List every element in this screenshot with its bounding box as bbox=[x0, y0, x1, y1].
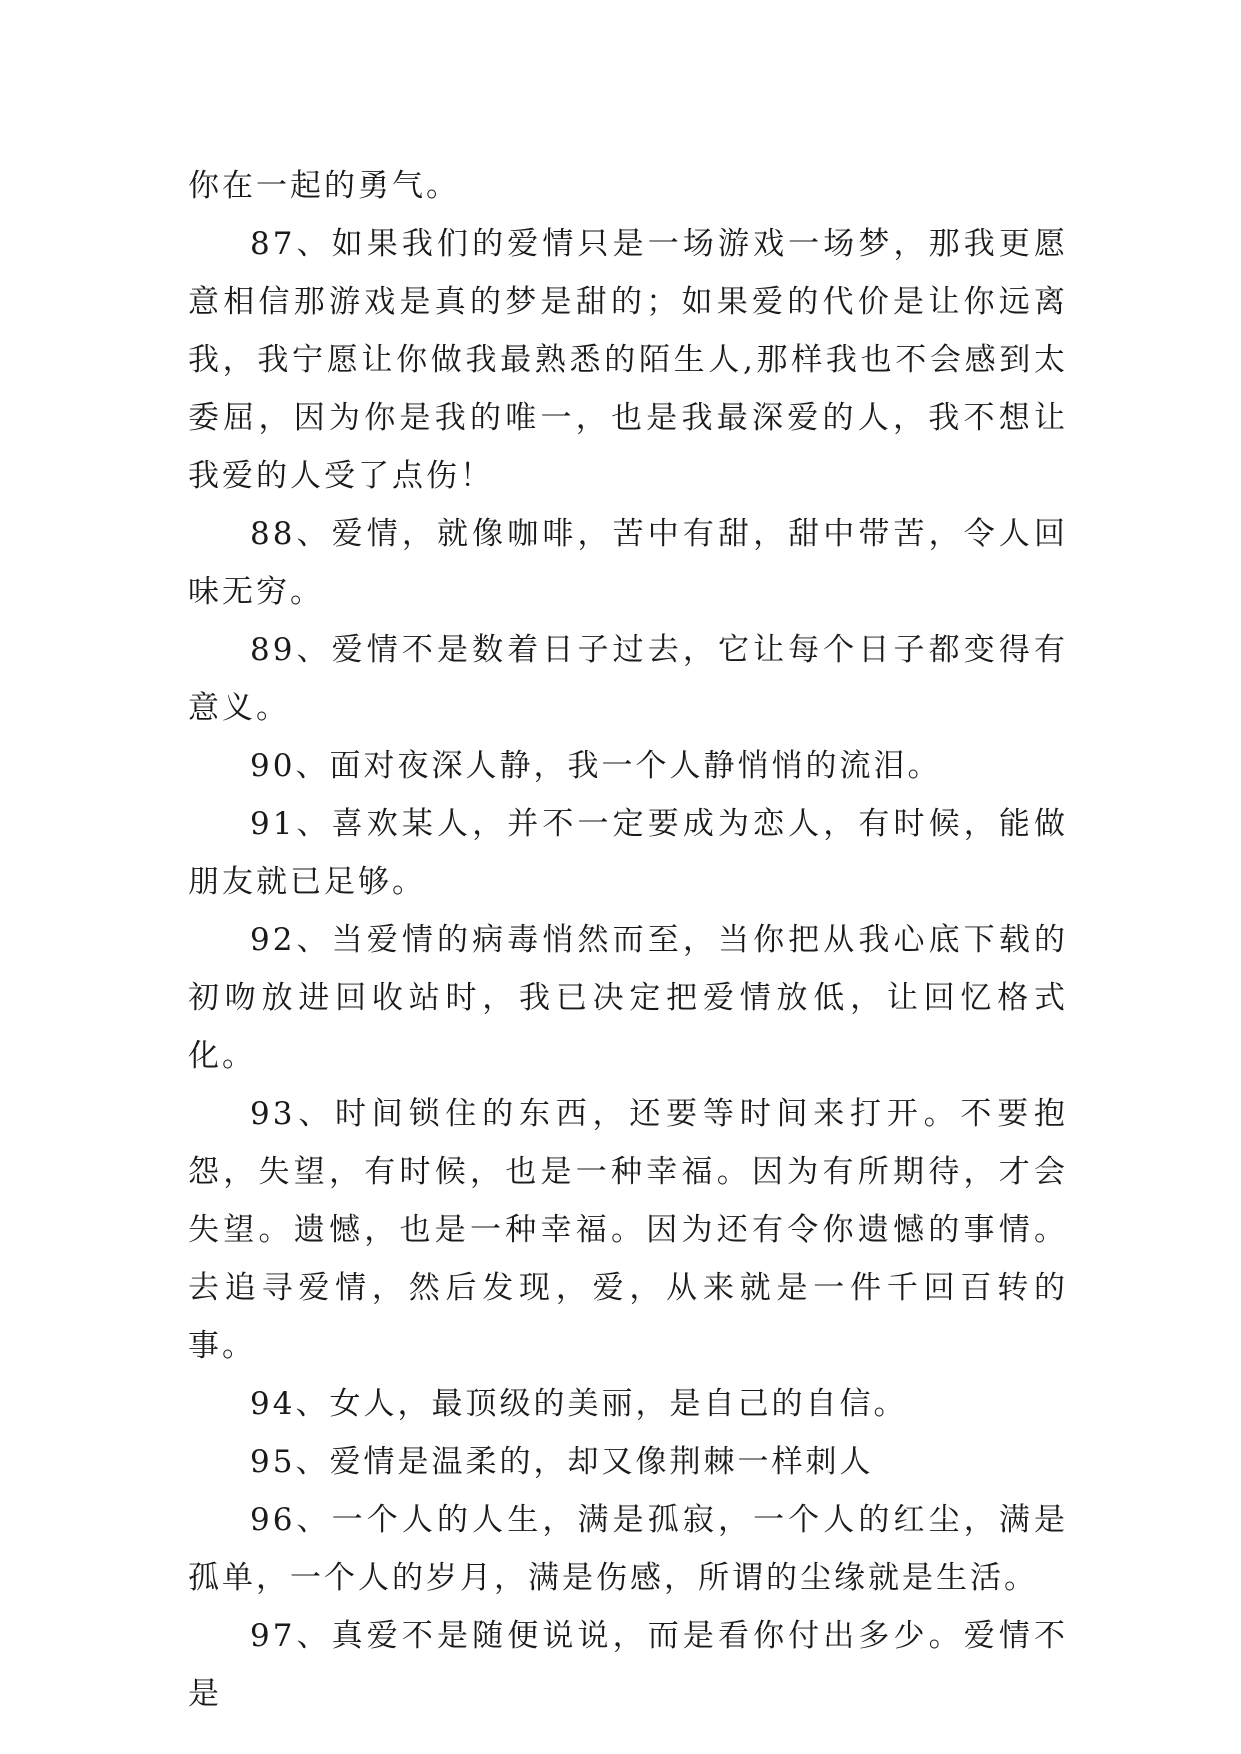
paragraph-95: 95、爱情是温柔的，却又像荆棘一样刺人 bbox=[250, 1444, 874, 1480]
paragraph-continuation: 你在一起的勇气。 bbox=[188, 168, 460, 204]
paragraph-88: 88、爱情，就像咖啡，苦中有甜，甜中带苦，令人回味无穷。 bbox=[188, 516, 1068, 610]
paragraph-87: 87、如果我们的爱情只是一场游戏一场梦，那我更愿意相信那游戏是真的梦是甜的；如果爱的代价是让你远离我，我宁愿让你做我最熟悉的陌生人,那样我也不会感到太委屈，因为你是我的唯一，也是我最深爱的人，我不想让我爱的人受了点伤！ bbox=[188, 226, 1068, 494]
paragraph-94: 94、女人，最顶级的美丽，是自己的自信。 bbox=[250, 1386, 908, 1422]
paragraph-89: 89、爱情不是数着日子过去，它让每个日子都变得有意义。 bbox=[188, 632, 1068, 726]
paragraph-92: 92、当爱情的病毒悄然而至，当你把从我心底下载的初吻放进回收站时，我已决定把爱情放低，让回忆格式化。 bbox=[188, 922, 1068, 1074]
paragraph-96: 96、一个人的人生，满是孤寂，一个人的红尘，满是孤单，一个人的岁月，满是伤感，所谓的尘缘就是生活。 bbox=[188, 1502, 1068, 1596]
paragraph-90: 90、面对夜深人静，我一个人静悄悄的流泪。 bbox=[250, 748, 942, 784]
paragraph-91: 91、喜欢某人，并不一定要成为恋人，有时候，能做朋友就已足够。 bbox=[188, 806, 1068, 900]
paragraph-93: 93、时间锁住的东西，还要等时间来打开。不要抱怨，失望，有时候，也是一种幸福。因为有所期待，才会失望。遗憾，也是一种幸福。因为还有令你遗憾的事情。去追寻爱情，然后发现，爱，从来就是一件千回百转的事。 bbox=[188, 1096, 1068, 1364]
paragraph-97: 97、真爱不是随便说说，而是看你付出多少。爱情不是 bbox=[188, 1618, 1068, 1712]
document-body bbox=[188, 157, 1068, 1723]
